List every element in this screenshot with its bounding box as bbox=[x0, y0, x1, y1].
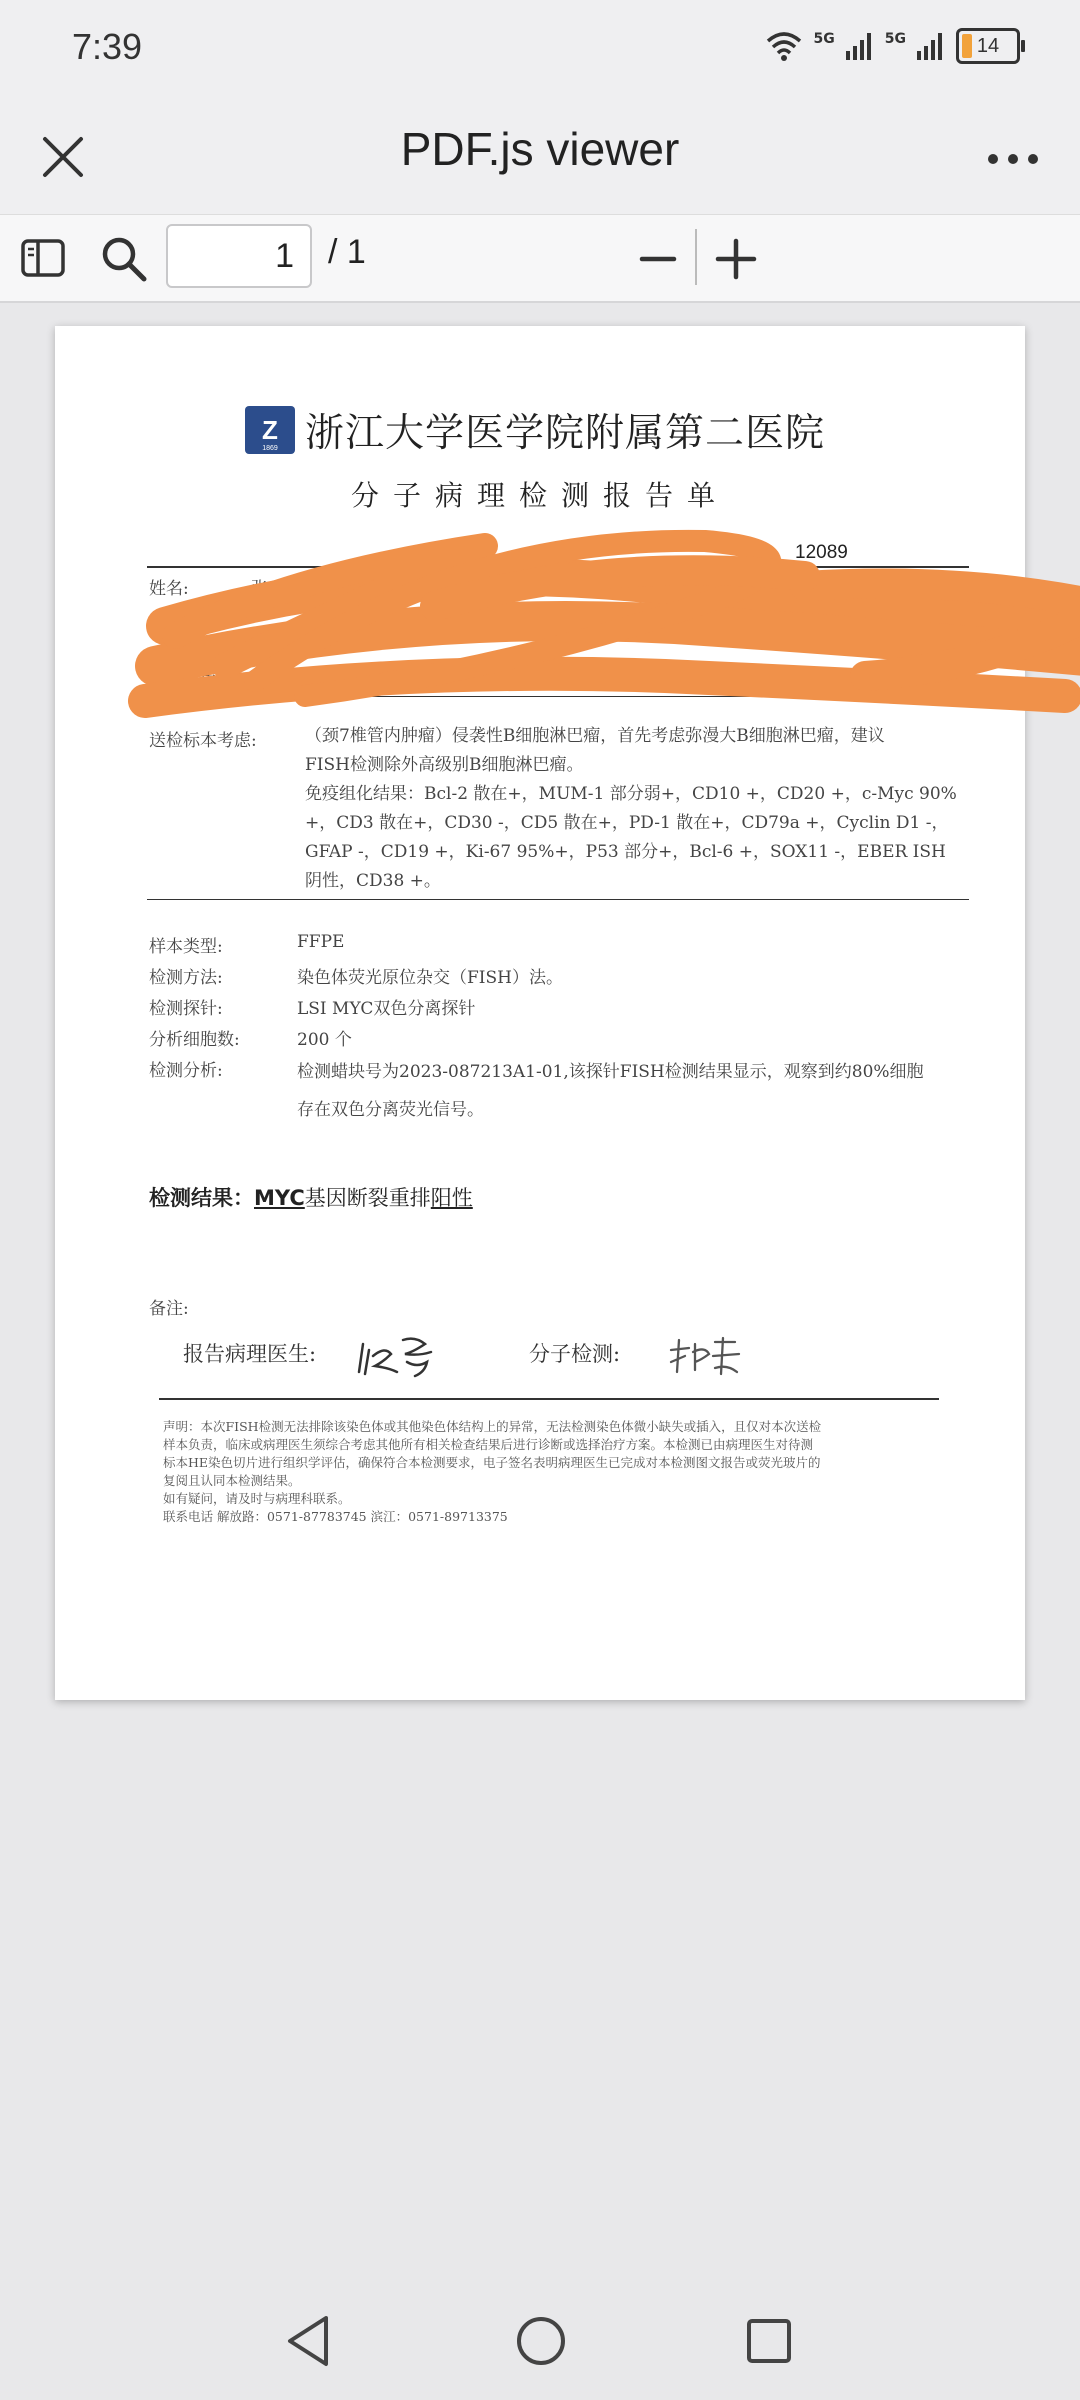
home-circle-icon bbox=[515, 2315, 567, 2367]
recents-square-icon bbox=[745, 2317, 793, 2365]
sidebar-toggle-button[interactable] bbox=[18, 233, 68, 283]
test-result bbox=[149, 1182, 473, 1212]
minus-icon bbox=[638, 239, 678, 279]
more-options-button[interactable] bbox=[978, 124, 1048, 194]
method-label: 检测方法: bbox=[149, 968, 223, 988]
title-bar bbox=[0, 100, 1080, 214]
remark-label: 备注: bbox=[149, 1299, 189, 1319]
wifi-icon bbox=[764, 29, 804, 63]
status-time: 7:39 bbox=[72, 26, 143, 67]
dept-label: 科室: bbox=[377, 671, 417, 691]
sidebar-icon bbox=[21, 239, 65, 277]
name-label: 姓名: bbox=[149, 579, 189, 599]
sample-type-label: 样本类型: bbox=[149, 937, 223, 957]
submitter-label: 送检医生: bbox=[149, 671, 223, 691]
result-label: 检测结果： bbox=[149, 1186, 254, 1210]
logo-year: 1869 bbox=[262, 445, 278, 452]
bed-label: 床号: bbox=[541, 671, 581, 691]
doctor-signature bbox=[355, 1332, 445, 1382]
hospital-logo: Z 1869 bbox=[245, 406, 295, 454]
probe-label: 检测探针: bbox=[149, 999, 223, 1019]
case-id: 12089 bbox=[795, 542, 848, 563]
bed-value: 19 bbox=[615, 666, 637, 686]
report-date-label: 报告日期: bbox=[727, 671, 801, 691]
search-icon bbox=[100, 235, 148, 283]
consideration-label: 送检标本考虑: bbox=[149, 731, 257, 751]
zoom-out-button[interactable] bbox=[630, 231, 686, 287]
molecular-label: 分子检测: bbox=[529, 1342, 621, 1366]
signal-icon-2 bbox=[916, 31, 946, 61]
method-value: 染色体荧光原位杂交（FISH）法。 bbox=[297, 968, 563, 988]
analysis-label: 检测分析: bbox=[149, 1061, 223, 1081]
record-no: 病案号: 16204270 bbox=[541, 579, 690, 599]
plus-icon bbox=[714, 237, 758, 281]
rule-bottom bbox=[159, 1398, 939, 1400]
sample-type-value: FFPE bbox=[297, 932, 345, 952]
more-vertical-icon bbox=[986, 152, 1040, 166]
signal-icon-1 bbox=[845, 31, 875, 61]
back-button[interactable] bbox=[274, 2306, 344, 2376]
page-number-input[interactable]: 1 bbox=[166, 224, 312, 288]
status-bar bbox=[0, 0, 1080, 100]
zoom-in-button[interactable] bbox=[708, 231, 764, 287]
doctor-label: 报告病理医生: bbox=[183, 1342, 317, 1366]
cells-value: 200 个 bbox=[297, 1030, 352, 1050]
status-icons bbox=[764, 28, 1020, 64]
pathology-no: 2023-087213 bbox=[825, 574, 939, 594]
report-document bbox=[55, 326, 1025, 1700]
battery-level: 14 bbox=[976, 34, 1000, 57]
result-status: 阳性 bbox=[430, 1186, 473, 1210]
consideration-text: （颈7椎管内肿瘤）侵袭性B细胞淋巴瘤，首先考虑弥漫大B细胞淋巴瘤，建议 FISH检测除外高级别B细胞淋巴瘤。 免疫组化结果：Bcl-2 散在+，MUM-1 部分弱+，CD10 +，CD20 +，c-Myc 90% +，CD3 散在+，CD30 -，CD5 散在+，PD-1 散在+，CD79a +，Cyclin D1 -， GFAP -，CD19 +，Ki-67 95%+，P53 部分+，Bcl-6 +，SOX11 -，EBER ISH 阴性，CD38 +。 bbox=[305, 726, 957, 891]
pdf-page[interactable] bbox=[55, 326, 1025, 1700]
navigation-bar bbox=[0, 2280, 1080, 2400]
signal-label-2: 5G bbox=[884, 31, 906, 47]
rule-middle bbox=[147, 899, 969, 900]
home-button[interactable] bbox=[506, 2306, 576, 2376]
report-title: 分子病理检测报告单 bbox=[350, 479, 729, 512]
app-title: PDF.js viewer bbox=[400, 123, 680, 175]
analysis-text: 检测蜡块号为2023-087213A1-01,该探针FISH检测结果显示，观察到约80%细胞 存在双色分离荧光信号。 bbox=[297, 1062, 924, 1120]
search-button[interactable] bbox=[96, 231, 152, 287]
result-gene: MYC bbox=[254, 1186, 305, 1210]
redaction-scribble bbox=[105, 516, 1080, 756]
signal-label-1: 5G bbox=[813, 31, 835, 47]
probe-value: LSI MYC双色分离探针 bbox=[297, 999, 476, 1019]
back-triangle-icon bbox=[284, 2314, 334, 2368]
recents-button[interactable] bbox=[734, 2306, 804, 2376]
molecular-signature bbox=[665, 1334, 745, 1380]
pdf-toolbar bbox=[0, 214, 1080, 303]
result-mid: 基因断裂重排 bbox=[304, 1186, 431, 1210]
zoom-separator bbox=[695, 229, 697, 285]
hospital-name: 浙江大学医学院附属第二医院 bbox=[305, 411, 826, 456]
cells-label: 分析细胞数: bbox=[149, 1030, 240, 1050]
pathology-no-label: 病理号: bbox=[735, 579, 792, 599]
hospital-header bbox=[245, 402, 825, 458]
page-total: / 1 bbox=[328, 233, 366, 271]
disclaimer-text: 声明：本次FISH检测无法排除该染色体或其他染色体结构上的异常，无法检测染色体微小缺失或插入，且仅对本次送检 样本负责，临床或病理医生须综合考虑其他所有相关检查结果后进行诊断或选择治疗方案。本检测已由病理医生对待测 标本HE染色切片进行组织学评估，确保符合本检测要求，电子签名表明病理医生已完成对本检测图文报告或荧光玻片的 复阅且认同本检测结果。 如有疑问，请及时与病理科联系。 联系电话 解放路：0571-87783745 滨江：0571-89713375 bbox=[163, 1419, 822, 1524]
name-value: 张 bbox=[251, 579, 268, 599]
battery-icon bbox=[956, 28, 1020, 64]
